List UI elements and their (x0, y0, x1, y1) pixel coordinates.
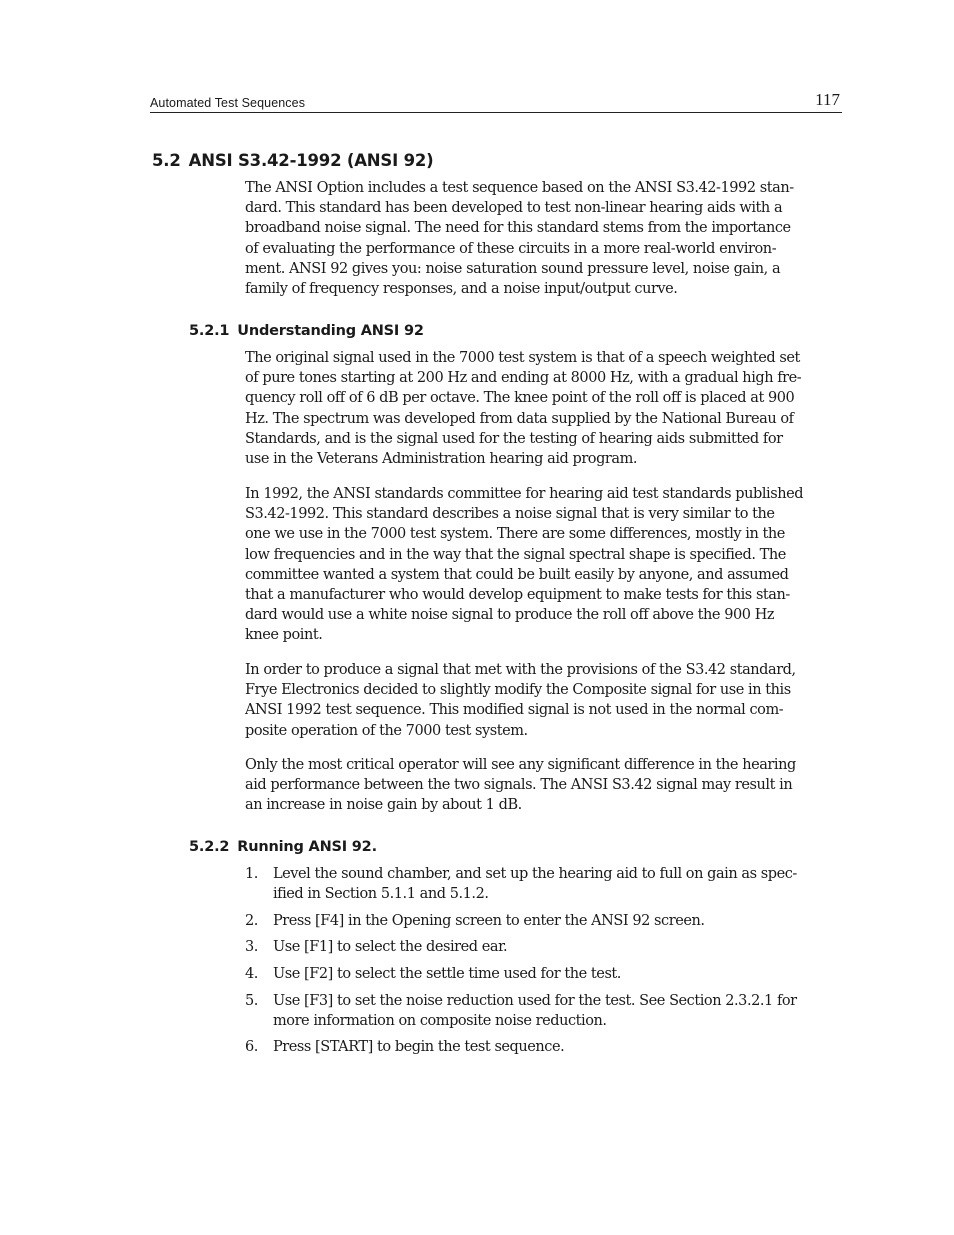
text-line: quency roll off of 6 dB per octave. The knee point of the roll off is placed at 900 (245, 390, 795, 407)
text-line: In 1992, the ANSI standards committee for hearing aid test standards published (245, 486, 804, 502)
list-item (245, 911, 845, 931)
section-heading (152, 151, 434, 170)
text-line: The original signal used in the 7000 test system is that of a speech weighted set (245, 350, 800, 366)
steps-list (245, 864, 845, 1064)
list-item-number: 1. (245, 866, 258, 882)
list-item (245, 991, 845, 1031)
text-line: Hz. The spectrum was developed from data supplied by the National Bureau of (245, 410, 794, 427)
subsection-heading-running (189, 839, 377, 855)
text-line: posite operation of the 7000 test system. (245, 722, 528, 739)
page-header (150, 88, 842, 113)
text-line: use in the Veterans Administration hearing aid program. (245, 451, 638, 468)
list-item-text: Use [F1] to select the desired ear. (273, 939, 508, 956)
section-intro-paragraph (245, 178, 845, 299)
text-line: that a manufacturer who would develop equipment to make tests for this stan- (245, 587, 790, 604)
list-item-number: 6. (245, 1039, 258, 1056)
text-line: In order to produce a signal that met with the provisions of the S3.42 standard, (245, 662, 796, 678)
list-item-text: more information on composite noise reduction. (273, 1012, 607, 1029)
text-line: Standards, and is the signal used for the testing of hearing aids submitted for (245, 430, 783, 447)
subsection-title: Running ANSI 92. (237, 839, 377, 855)
section-number: 5.2 (152, 151, 181, 170)
text-line: ANSI 1992 test sequence. This modified signal is not used in the normal com- (245, 702, 784, 719)
subsection-number: 5.2.1 (189, 323, 230, 339)
list-item-number: 5. (245, 992, 258, 1009)
paragraph (245, 484, 845, 646)
list-item-text: Use [F2] to select the settle time used for the test. (273, 965, 621, 982)
subsection-title: Understanding ANSI 92 (237, 323, 424, 339)
text-line: of pure tones starting at 200 Hz and ending at 8000 Hz, with a gradual high fre- (245, 370, 802, 387)
text-line: aid performance between the two signals. The ANSI S3.42 signal may result in (245, 777, 793, 794)
section-title: ANSI S3.42-1992 (ANSI 92) (188, 151, 434, 170)
list-item-text: ified in Section 5.1.1 and 5.1.2. (273, 886, 489, 903)
list-item (245, 864, 845, 904)
text-line: The ANSI Option includes a test sequence based on the ANSI S3.42-1992 stan- (245, 180, 794, 196)
subsection-number: 5.2.2 (189, 839, 230, 855)
list-item-text: Press [START] to begin the test sequence. (273, 1039, 565, 1056)
paragraph (245, 348, 845, 469)
text-line: committee wanted a system that could be built easily by anyone, and assumed (245, 566, 789, 583)
text-line: ment. ANSI 92 gives you: noise saturation sound pressure level, noise gain, a (245, 260, 781, 277)
list-item (245, 964, 845, 984)
text-line: Frye Electronics decided to slightly modify the Composite signal for use in this (245, 682, 791, 699)
text-line: knee point. (245, 627, 323, 644)
list-item (245, 1037, 845, 1057)
list-item-text: Level the sound chamber, and set up the hearing aid to full on gain as spec- (273, 866, 797, 882)
list-item-number: 3. (245, 939, 258, 956)
running-head: Automated Test Sequences (150, 96, 306, 110)
text-line: dard would use a white noise signal to produce the roll off above the 900 Hz (245, 607, 775, 624)
text-line: S3.42-1992. This standard describes a noise signal that is very similar to the (245, 506, 775, 523)
text-line: of evaluating the performance of these circuits in a more real-world environ- (245, 240, 777, 257)
list-item-number: 4. (245, 965, 258, 982)
text-line: low frequencies and in the way that the signal spectral shape is specified. The (245, 546, 786, 563)
list-item-text: Use [F3] to set the noise reduction used for the test. See Section 2.3.2.1 for (273, 992, 797, 1009)
text-line: family of frequency responses, and a noise input/output curve. (245, 281, 678, 298)
subsection-heading-understanding (189, 323, 424, 339)
text-line: Only the most critical operator will see any significant difference in the hearing (245, 757, 796, 773)
text-line: an increase in noise gain by about 1 dB. (245, 797, 522, 814)
text-line: one we use in the 7000 test system. There are some differences, mostly in the (245, 526, 785, 543)
page-number: 117 (815, 90, 840, 109)
text-line: broadband noise signal. The need for this standard stems from the importance (245, 220, 791, 237)
text-line: dard. This standard has been developed to test non-linear hearing aids with a (245, 200, 783, 217)
paragraph (245, 660, 845, 741)
paragraph (245, 755, 845, 816)
list-item-number: 2. (245, 912, 258, 929)
list-item-text: Press [F4] in the Opening screen to enter the ANSI 92 screen. (273, 912, 705, 929)
list-item (245, 937, 845, 957)
